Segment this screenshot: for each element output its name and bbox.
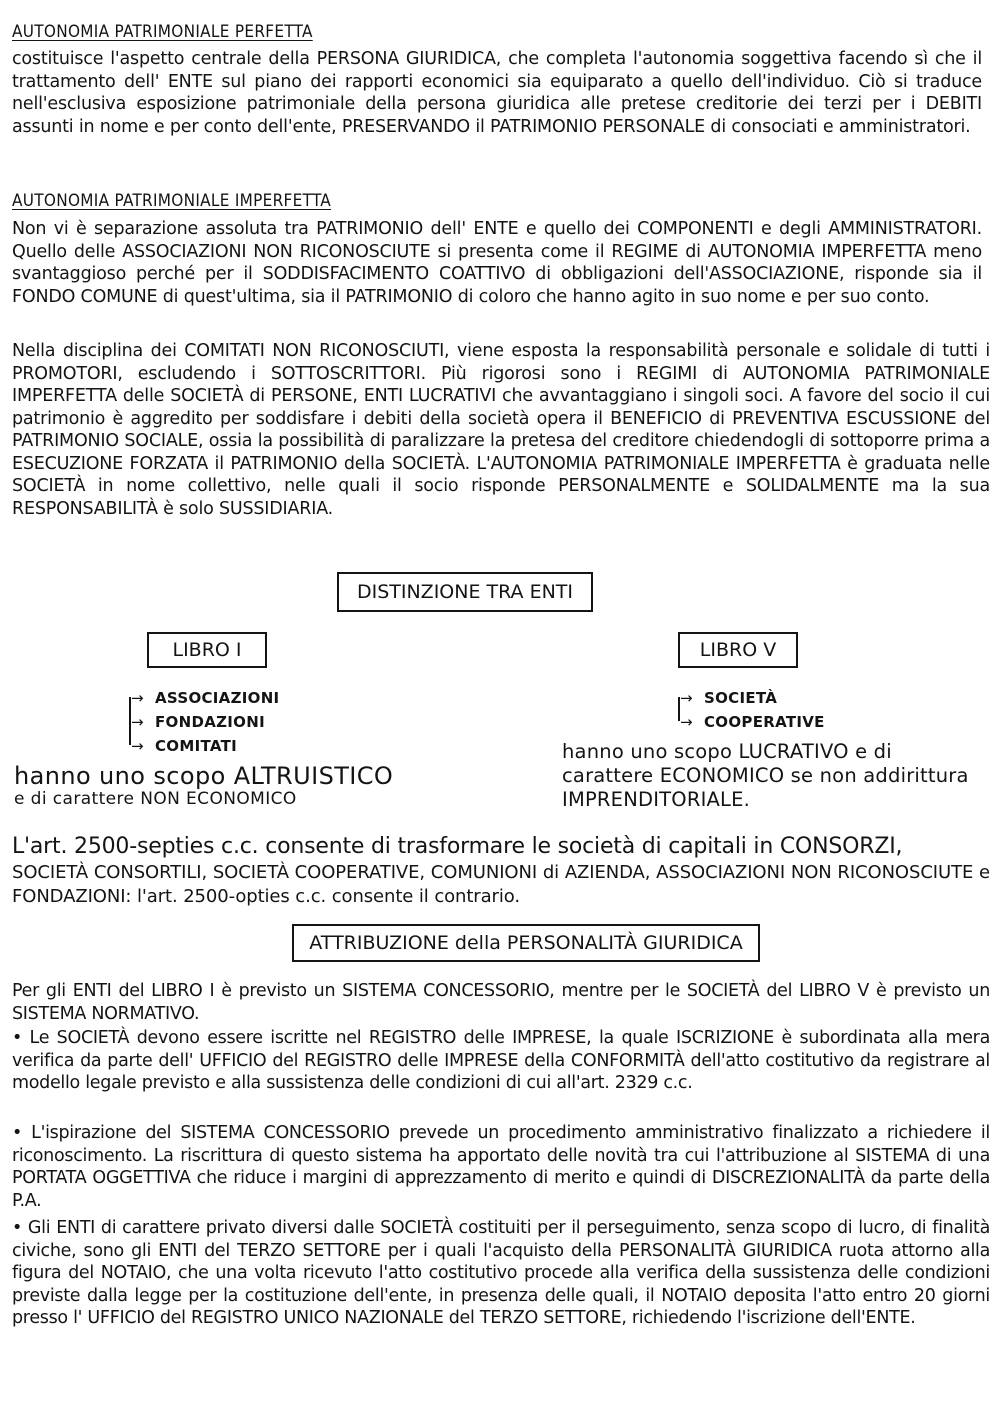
arrow-icon: → (680, 713, 693, 731)
list-item: → COMITATI (131, 734, 279, 758)
section-title-autonomia-imperfetta: AUTONOMIA PATRIMONIALE IMPERFETTA (12, 191, 332, 211)
art-paragraph (12, 833, 990, 909)
section-title-autonomia-perfetta: AUTONOMIA PATRIMONIALE PERFETTA (12, 22, 313, 42)
arrow-icon: → (680, 689, 693, 707)
arrow-icon: → (131, 713, 144, 731)
list-item: → COOPERATIVE (680, 710, 825, 734)
paragraph-autonomia-imperfetta-1: Non vi è separazione assoluta tra PATRIMONIO dell' ENTE e quello dei COMPONENTI e degli AMMINISTRATORI. Quello delle ASSOCIAZIONI NON RICONOSCIUTE si presenta come il REGIME di AUTONOMIA IMPERFETTA meno svantaggioso perché per il SODDISFACIMENTO COATTIVO di obbligazioni dell'ASSOCIAZIONE, risponde sia il FONDO COMUNE di quest'ultima, sia il PATRIMONIO di coloro che hanno agito in suo nome e per suo conto. (12, 219, 982, 307)
attribuzione-bullet-1: • Le SOCIETÀ devono essere iscritte nel REGISTRO delle IMPRESE, la quale ISCRIZIONE è subordinata alla mera verifica da parte dell' UFFICIO del REGISTRO delle IMPRESE della CONFORMITÀ dell'atto costitutivo da registrare al modello legale previsto e alla sussistenza delle condizioni di cui all'art. 2329 c.c. (12, 1028, 990, 1093)
arrow-icon: → (131, 689, 144, 707)
list-item: → SOCIETÀ (680, 686, 825, 710)
libro-1-description (14, 763, 444, 809)
libro-5-list (680, 686, 825, 734)
libro-1-description-main: hanno uno scopo ALTRUISTICO (14, 762, 394, 790)
list-item: → FONDAZIONI (131, 710, 279, 734)
arrow-icon: → (131, 737, 144, 755)
art-paragraph-line-1: L'art. 2500-septies c.c. consente di trasformare le società di capitali in CONSORZI, (12, 834, 903, 859)
paragraph-autonomia-perfetta: costituisce l'aspetto centrale della PERSONA GIURIDICA, che completa l'autonomia soggettiva facendo sì che il trattamento dell' ENTE sul piano dei rapporti economici sia equiparato a quello dell'individuo. Ciò si traduce nell'esclusiva esposizione patrimoniale della persona giuridica alle pretese creditorie dei terzi per i DEBITI assunti in nome e per conto dell'ente, PRESERVANDO il PATRIMONIO PERSONALE di consociati e amministratori. (12, 49, 982, 137)
libro-5-box: LIBRO V (678, 632, 798, 668)
libro-1-box: LIBRO I (147, 632, 267, 668)
list-item: → ASSOCIAZIONI (131, 686, 279, 710)
libro-5-description: hanno uno scopo LUCRATIVO e di carattere ECONOMICO se non addirittura IMPRENDITORIALE. (562, 740, 969, 811)
libro-1-description-sub: e di carattere NON ECONOMICO (14, 789, 297, 809)
paragraph-autonomia-imperfetta-2: Nella disciplina dei COMITATI NON RICONOSCIUTI, viene esposta la responsabilità personale e solidale di tutti i PROMOTORI, escludendo i SOTTOSCRITTORI. Più rigorosi sono i REGIMI di AUTONOMIA PATRIMONIALE IMPERFETTA delle SOCIETÀ di PERSONE, ENTI LUCRATIVI che avvantaggiano i singoli soci. A favore del socio il cui patrimonio è aggredito per soddisfare i debiti della società opera il BENEFICIO di PREVENTIVA ESCUSSIONE del PATRIMONIO SOCIALE, ossia la possibilità di paralizzare la pretesa del creditore chiedendogli di sottoporre prima a ESECUZIONE FORZATA il PATRIMONIO della SOCIETÀ. L'AUTONOMIA PATRIMONIALE IMPERFETTA è graduata nelle SOCIETÀ in nome collettivo, nelle quali il socio risponde PERSONALMENTE e SOLIDALMENTE ma la sua RESPONSABILITÀ è solo SUSSIDIARIA. (12, 341, 990, 519)
attribuzione-bullet-3: • Gli ENTI di carattere privato diversi dalle SOCIETÀ costituiti per il perseguimento, senza scopo di lucro, di finalità civiche, sono gli ENTI del TERZO SETTORE per i quali l'acquisto della PERSONALITÀ GIURIDICA ruota attorno alla figura del NOTAIO, che una volta ricevuto l'atto costitutivo procede alla verifica della sussistenza delle condizioni previste dalla legge per la costituzione dell'ente, in presenza delle quali, il NOTAIO deposita l'atto entro 20 giorni presso l' UFFICIO del REGISTRO UNICO NAZIONALE del TERZO SETTORE, richiedendo l'iscrizione dell'ENTE. (12, 1218, 990, 1328)
attribuzione-bullet-2: • L'ispirazione del SISTEMA CONCESSORIO prevede un procedimento amministrativo finalizzato a richiedere il riconoscimento. La riscrittura di questo sistema ha apportato delle novità tra cui l'attribuzione al SISTEMA di una PORTATA OGGETTIVA che riduce i margini di apprezzamento di merito e quindi di DISCREZIONALITÀ da parte della P.A. (12, 1123, 990, 1211)
attribuzione-intro: Per gli ENTI del LIBRO I è previsto un SISTEMA CONCESSORIO, mentre per le SOCIETÀ del LIBRO V è previsto un SISTEMA NORMATIVO. (12, 981, 990, 1024)
distinzione-title-box: DISTINZIONE TRA ENTI (337, 572, 593, 612)
libro-1-list (131, 686, 279, 758)
art-paragraph-rest: SOCIETÀ CONSORTILI, SOCIETÀ COOPERATIVE, COMUNIONI di AZIENDA, ASSOCIAZIONI NON RICONOSCIUTE e FONDAZIONI: l'art. 2500-opties c.c. consente il contrario. (12, 862, 990, 907)
attribuzione-title-box: ATTRIBUZIONE della PERSONALITÀ GIURIDICA (292, 924, 760, 962)
